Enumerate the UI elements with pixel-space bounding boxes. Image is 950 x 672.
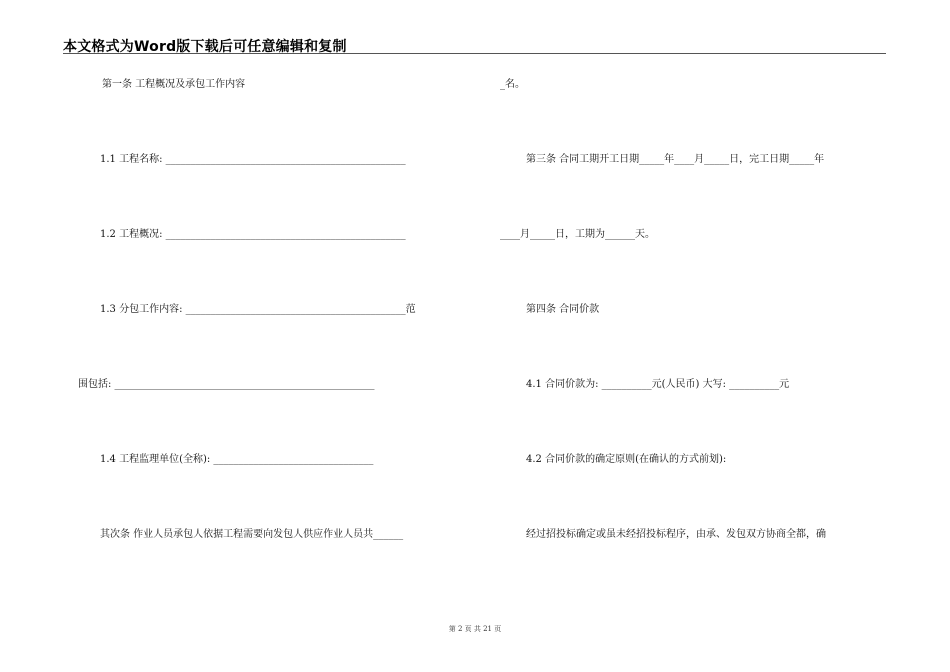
article-2-continuation: _名。 [500,79,525,90]
article-3-schedule: 第三条 合同工期开工日期_____年____月_____日，完工日期_____年 [526,154,825,165]
item-1-1-project-name: 1.1 工程名称: ________________________________________________ [100,154,406,165]
document-header-banner: 本文格式为Word版下载后可任意编辑和复制 [63,39,347,55]
item-4-2-pricing-principle: 4.2 合同价款的确定原则(在确认的方式前划): [526,454,727,465]
item-1-2-project-overview: 1.2 工程概况: ________________________________________________ [100,229,406,240]
item-4-2-description: 经过招投标确定或虽未经招投标程序，由承、发包双方协商全都，确 [526,529,826,540]
header-divider [63,53,886,54]
article-1-title: 第一条 工程概况及承包工作内容 [102,79,246,90]
article-3-continuation: ____月_____日，工期为______天。 [500,229,655,240]
article-4-title: 第四条 合同价款 [526,304,600,315]
item-1-3-continuation: 围包括: ____________________________________________________ [78,379,375,390]
article-2-workers: 其次条 作业人员承包人依据工程需要向发包人供应作业人员共______ [100,529,404,540]
page-number: 第 2 页 共 21 页 [448,625,502,633]
item-1-3-subcontract-scope: 1.3 分包工作内容: ____________________________________________范 [100,304,416,315]
item-4-1-contract-price: 4.1 合同价款为: __________元(人民币) 大写: __________元 [526,379,790,390]
item-1-4-supervision-unit: 1.4 工程监理单位(全称): ________________________________ [100,454,374,465]
